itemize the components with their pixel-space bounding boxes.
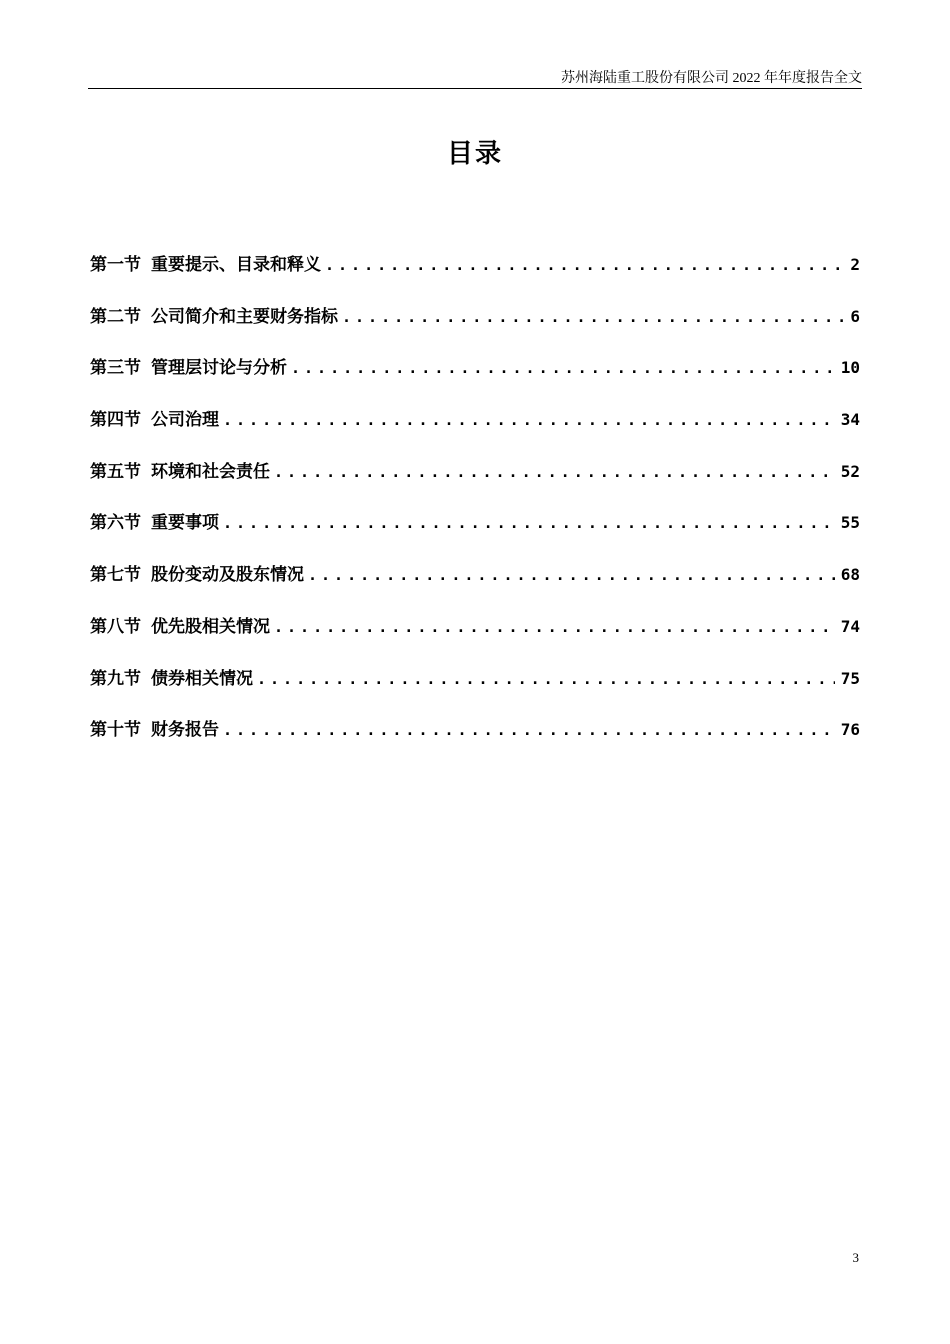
toc-page-number: 76 [840, 720, 860, 740]
toc-page-number: 55 [840, 513, 860, 533]
toc-page-number: 75 [840, 668, 860, 688]
toc-entry-7[interactable] [90, 560, 860, 586]
toc-dot-leader [308, 566, 835, 584]
toc-section-title: 管理层讨论与分析 [151, 358, 287, 379]
toc-page-number: 68 [840, 565, 860, 585]
toc-dot-leader [325, 256, 844, 274]
toc-section-title: 重要事项 [151, 513, 219, 534]
toc-page-number: 34 [840, 410, 860, 430]
toc-dot-leader [223, 514, 835, 532]
toc-dot-leader [223, 411, 835, 429]
toc-page-number: 6 [850, 306, 860, 326]
toc-section-number: 第九节 [90, 668, 141, 689]
toc-page-number: 10 [840, 358, 860, 378]
toc-section-title: 优先股相关情况 [151, 616, 270, 637]
toc-section-number: 第六节 [90, 513, 141, 534]
toc-dot-leader [223, 721, 835, 739]
toc-entry-3[interactable] [90, 353, 860, 379]
report-header: 苏州海陆重工股份有限公司 2022 年年度报告全文 [561, 71, 862, 86]
page-title: 目录 [446, 139, 503, 169]
toc-dot-leader [274, 618, 835, 636]
header-divider [88, 88, 862, 89]
toc-section-title: 财务报告 [151, 720, 219, 741]
toc-dot-leader [274, 463, 835, 481]
toc-dot-leader [291, 359, 835, 377]
toc-dot-leader [342, 308, 844, 326]
toc-entry-5[interactable] [90, 457, 860, 483]
toc-section-title: 公司简介和主要财务指标 [151, 306, 338, 327]
toc-entry-1[interactable] [90, 250, 860, 276]
toc-page-number: 52 [840, 461, 860, 481]
toc-page-number: 74 [840, 616, 860, 636]
toc-entry-9[interactable] [90, 664, 860, 690]
toc-section-number: 第七节 [90, 565, 141, 586]
toc-entry-4[interactable] [90, 405, 860, 431]
toc-entry-6[interactable] [90, 508, 860, 534]
toc-section-number: 第八节 [90, 616, 141, 637]
toc-entry-10[interactable] [90, 715, 860, 741]
toc-section-number: 第四节 [90, 410, 141, 431]
toc-section-number: 第一节 [90, 255, 141, 275]
toc-section-title: 环境和社会责任 [151, 461, 270, 482]
toc-section-title: 公司治理 [151, 410, 219, 431]
toc-section-number: 第二节 [90, 306, 141, 327]
toc-entry-8[interactable] [90, 612, 860, 638]
toc-dot-leader [257, 670, 835, 688]
toc-section-number: 第三节 [90, 358, 141, 379]
table-of-contents [90, 250, 860, 767]
toc-page-number: 2 [850, 255, 860, 274]
toc-section-number: 第五节 [90, 461, 141, 482]
toc-section-title: 债券相关情况 [151, 668, 253, 689]
toc-section-number: 第十节 [90, 720, 141, 741]
toc-section-title: 重要提示、目录和释义 [151, 255, 321, 275]
toc-entry-2[interactable] [90, 302, 860, 328]
page-number: 3 [852, 1250, 859, 1265]
toc-section-title: 股份变动及股东情况 [151, 565, 304, 586]
